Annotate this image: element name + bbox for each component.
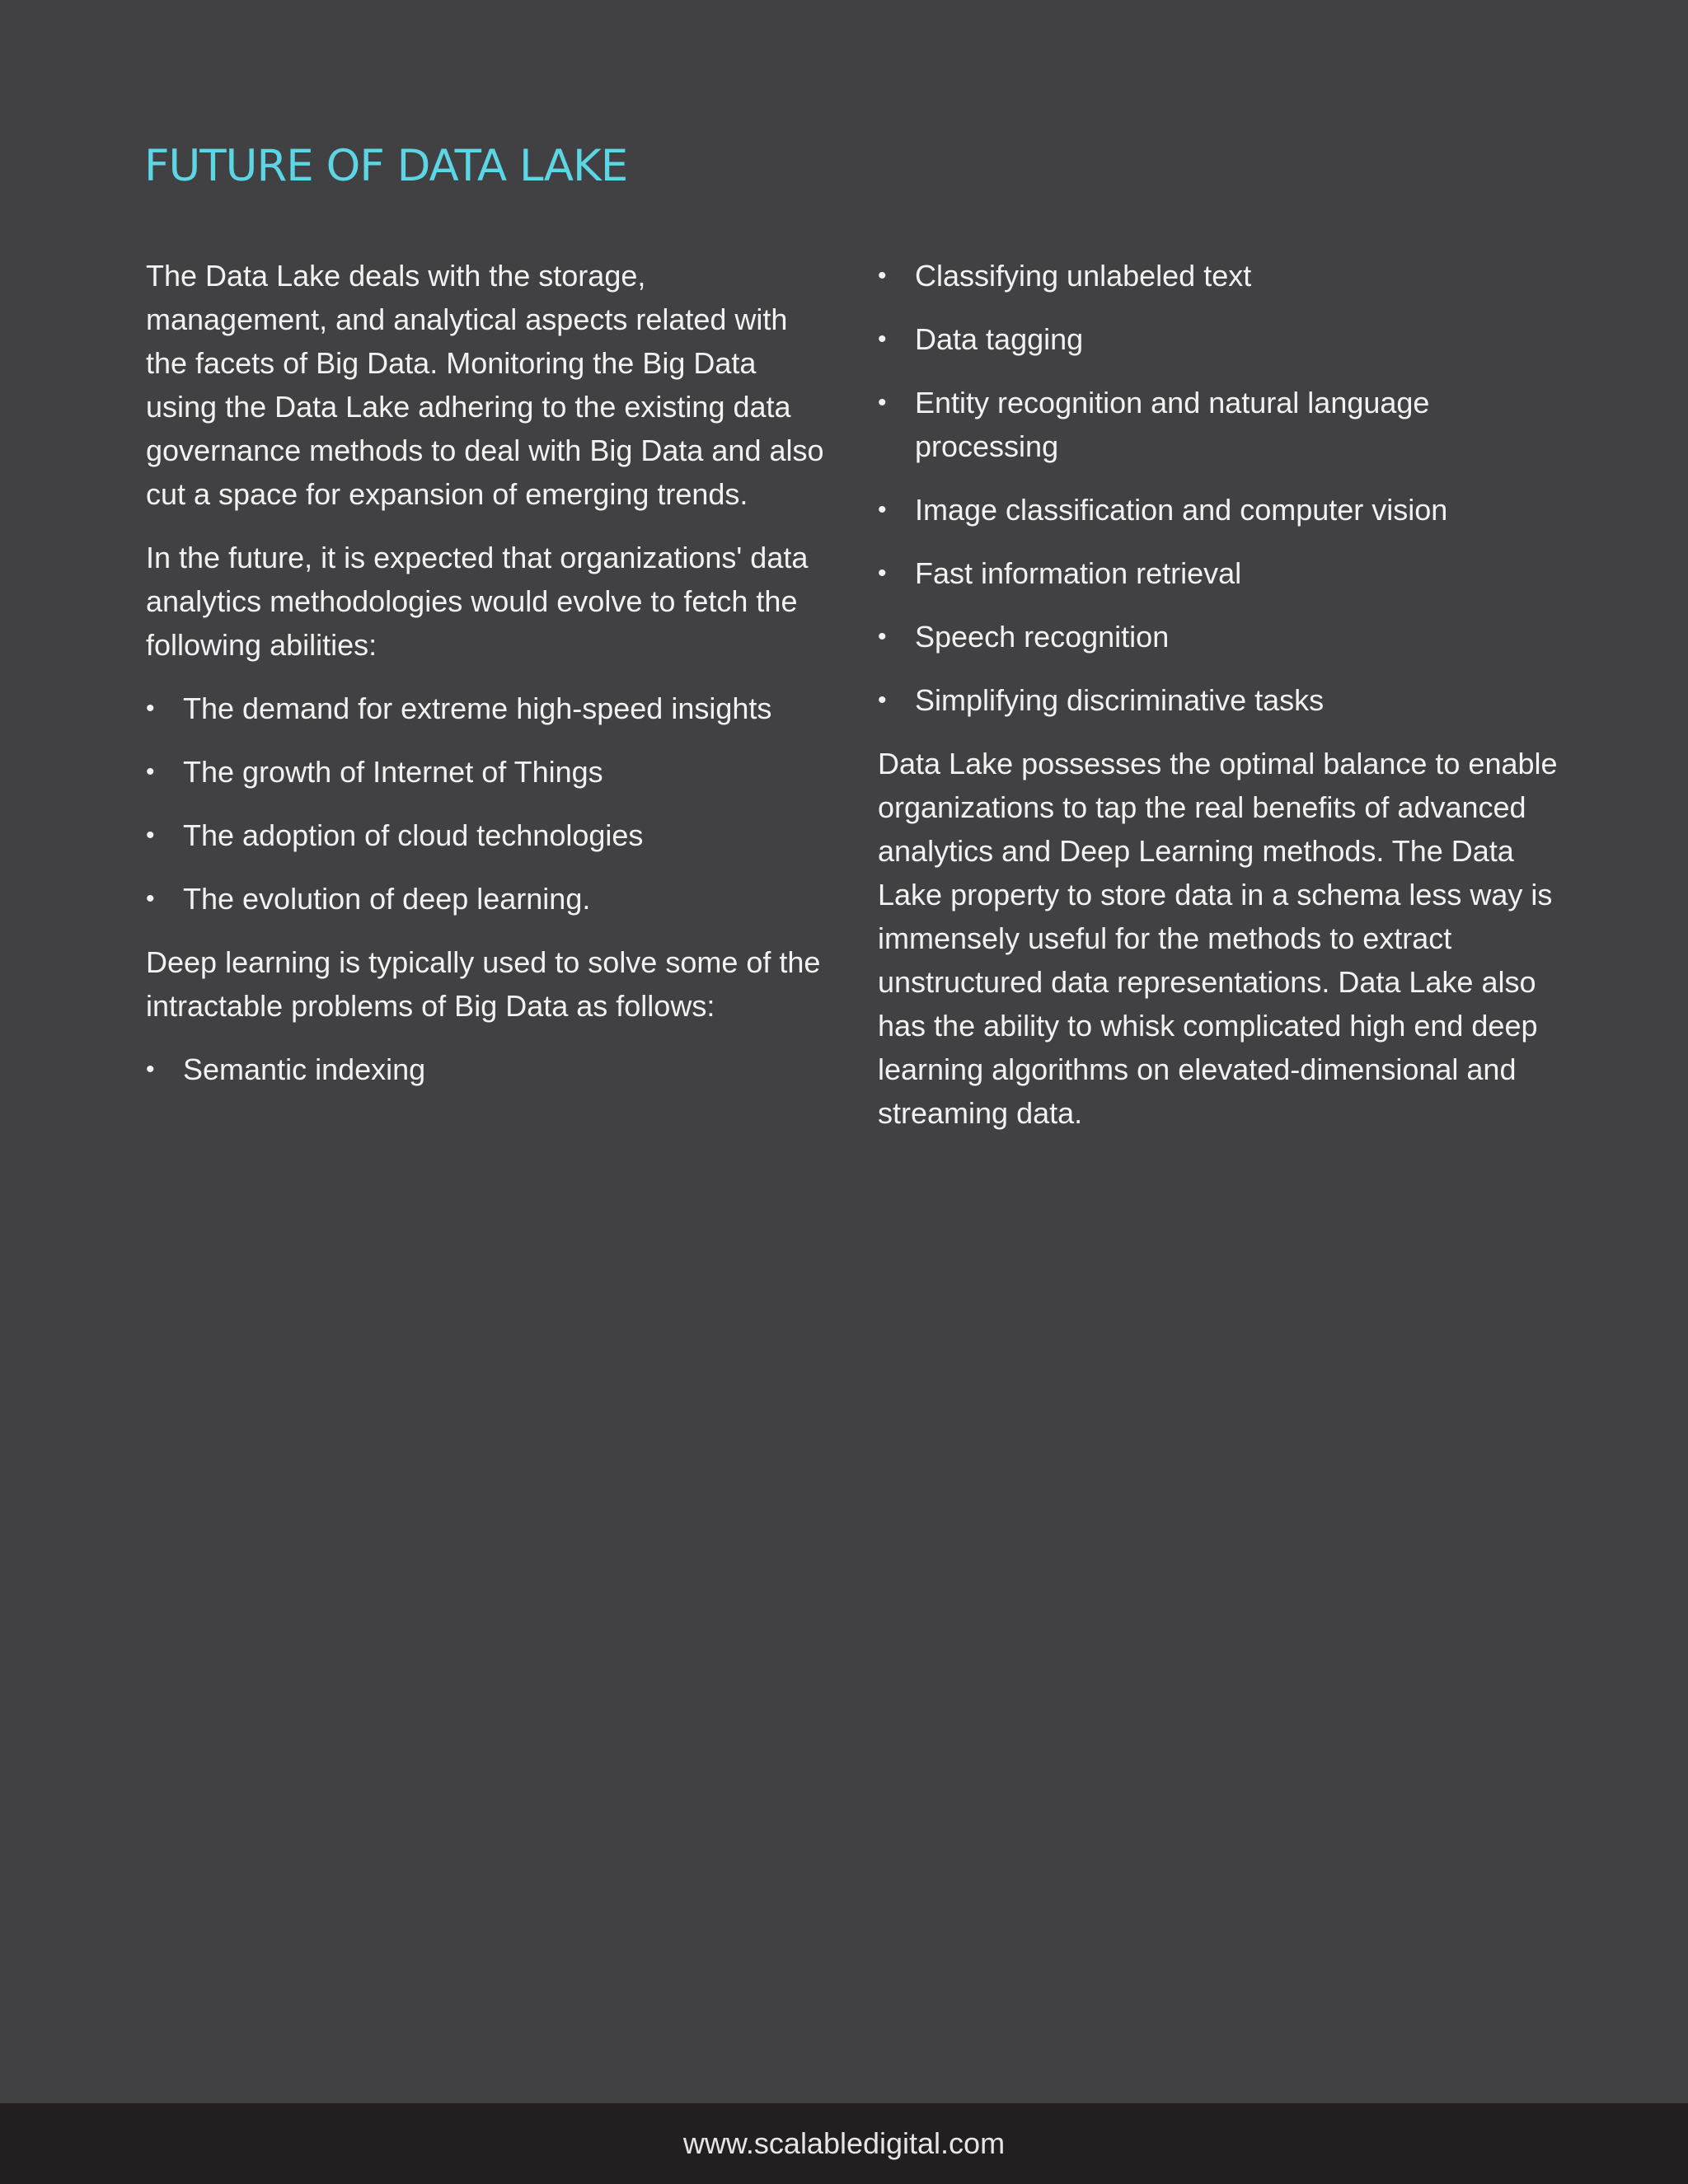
bullet-icon: •: [146, 758, 155, 785]
list-item: [146, 1047, 830, 1091]
list-item-text: Speech recognition: [915, 620, 1170, 654]
abilities-list: [146, 687, 830, 921]
list-item-text: Fast information retrieval: [915, 556, 1242, 590]
bullet-icon: •: [878, 389, 887, 416]
bullet-icon: •: [146, 885, 155, 912]
list-item-text: Simplifying discriminative tasks: [915, 683, 1325, 717]
left-column: [146, 254, 830, 1111]
list-item: [878, 488, 1562, 532]
bullet-icon: •: [878, 326, 887, 353]
footer-website-link[interactable]: www.scalabledigital.com: [682, 2126, 1006, 2160]
list-item: [878, 381, 1562, 468]
list-item: [878, 615, 1562, 658]
bullet-icon: •: [878, 623, 887, 650]
list-item: [878, 551, 1562, 595]
bullet-icon: •: [146, 1056, 155, 1083]
list-item-text: Semantic indexing: [183, 1052, 426, 1086]
problems-list-start: [146, 1047, 830, 1091]
list-item: [146, 813, 830, 857]
list-item: [146, 750, 830, 794]
conclusion-paragraph: Data Lake possesses the optimal balance to enable organizations to tap the real benefits of advanced analytics and Deep Learning methods. The Data Lake property to store data in a schema less way is immensely useful for the methods to extract unstructured data representations. Data Lake also has the ability to whisk complicated high end deep learning algorithms on elevated-dimensional and streaming data.: [878, 747, 1558, 1130]
bullet-icon: •: [146, 822, 155, 849]
list-item-text: The demand for extreme high-speed insights: [183, 691, 772, 725]
abilities-intro-paragraph: In the future, it is expected that organizations' data analytics methodologies would evolve to fetch the following abilities:: [146, 541, 809, 662]
list-item-text: The growth of Internet of Things: [183, 755, 603, 789]
list-item-text: Entity recognition and natural language processing: [915, 386, 1430, 463]
bullet-icon: •: [878, 687, 887, 714]
deep-learning-paragraph: Deep learning is typically used to solve some of the intractable problems of Big Data as follows:: [146, 945, 821, 1023]
footer-bar: [0, 2103, 1688, 2184]
bullet-icon: •: [146, 695, 155, 722]
page-title: FUTURE OF DATA LAKE: [144, 141, 628, 191]
problems-list-continued: [878, 254, 1562, 722]
list-item-text: Data tagging: [915, 322, 1084, 356]
list-item: [878, 678, 1562, 722]
bullet-icon: •: [878, 560, 887, 587]
bullet-icon: •: [878, 262, 887, 289]
list-item-text: Image classification and computer vision: [915, 493, 1448, 527]
intro-paragraph: The Data Lake deals with the storage, management, and analytical aspects related with the facets of Big Data. Monitoring the Big Data using the Data Lake adhering to the existing data governance methods to deal with Big Data and also cut a space for expansion of emerging trends.: [146, 259, 824, 511]
list-item: [878, 317, 1562, 361]
list-item-text: The adoption of cloud technologies: [183, 818, 644, 852]
right-column: [878, 254, 1562, 1155]
list-item: [146, 687, 830, 730]
list-item: [878, 254, 1562, 298]
list-item: [146, 877, 830, 921]
list-item-text: Classifying unlabeled text: [915, 259, 1252, 293]
bullet-icon: •: [878, 496, 887, 523]
list-item-text: The evolution of deep learning.: [183, 882, 591, 916]
